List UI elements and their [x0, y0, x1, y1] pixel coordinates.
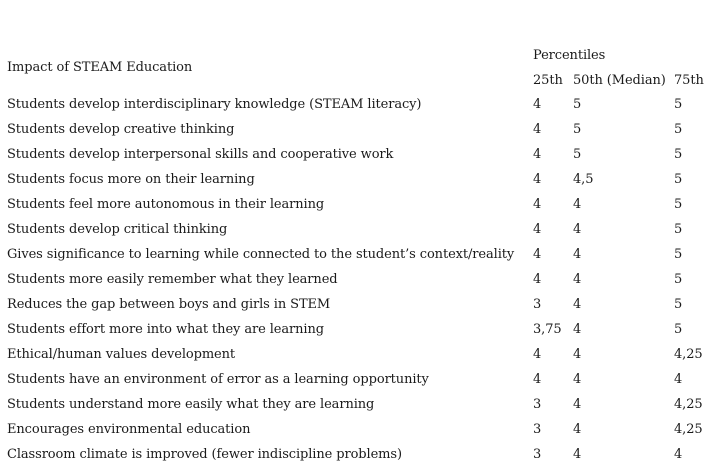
row-label: Students develop interdisciplinary knowledge (STEAM literacy) [7, 97, 422, 112]
cell-50th: 4,5 [573, 172, 594, 187]
cell-50th: 4 [573, 247, 582, 262]
cell-25th: 4 [533, 372, 542, 387]
row-label: Students develop critical thinking [7, 222, 228, 237]
cell-25th: 4 [533, 97, 542, 112]
cell-75th: 4 [674, 447, 683, 462]
row-label: Ethical/human values development [7, 347, 236, 362]
row-label: Students develop interpersonal skills and cooperative work [7, 147, 394, 162]
cell-25th: 4 [533, 347, 542, 362]
percentiles-header: Percentiles [533, 48, 606, 63]
cell-25th: 4 [533, 147, 542, 162]
row-label: Classroom climate is improved (fewer indiscipline problems) [7, 447, 402, 462]
cell-50th: 4 [573, 397, 582, 412]
row-label: Students effort more into what they are learning [7, 322, 324, 337]
cell-50th: 4 [573, 347, 582, 362]
table-row [7, 272, 714, 297]
cell-25th: 4 [533, 122, 542, 137]
table-row [7, 97, 714, 122]
cell-25th: 3,75 [533, 322, 562, 337]
table-body [7, 97, 714, 472]
cell-50th: 4 [573, 322, 582, 337]
cell-75th: 5 [674, 147, 683, 162]
cell-75th: 5 [674, 197, 683, 212]
cell-25th: 3 [533, 447, 542, 462]
column-header-75th: 75th [674, 73, 704, 88]
row-label: Gives significance to learning while connected to the student’s context/reality [7, 247, 515, 262]
cell-75th: 5 [674, 122, 683, 137]
row-label: Students focus more on their learning [7, 172, 255, 187]
cell-25th: 3 [533, 422, 542, 437]
table-row [7, 197, 714, 222]
cell-50th: 4 [573, 372, 582, 387]
cell-75th: 5 [674, 272, 683, 287]
cell-50th: 5 [573, 147, 582, 162]
cell-50th: 4 [573, 222, 582, 237]
cell-75th: 5 [674, 322, 683, 337]
table-row [7, 347, 714, 372]
cell-25th: 4 [533, 272, 542, 287]
cell-75th: 5 [674, 172, 683, 187]
cell-25th: 3 [533, 297, 542, 312]
cell-50th: 4 [573, 422, 582, 437]
column-header-50th: 50th (Median) [573, 73, 666, 88]
cell-50th: 4 [573, 297, 582, 312]
row-label: Students feel more autonomous in their learning [7, 197, 325, 212]
row-label: Students have an environment of error as a learning opportunity [7, 372, 429, 387]
cell-50th: 4 [573, 272, 582, 287]
cell-75th: 5 [674, 247, 683, 262]
row-label: Students understand more easily what they are learning [7, 397, 375, 412]
cell-50th: 5 [573, 97, 582, 112]
table-row [7, 397, 714, 422]
table-row [7, 322, 714, 347]
cell-25th: 4 [533, 172, 542, 187]
cell-25th: 4 [533, 197, 542, 212]
column-header-25th: 25th [533, 73, 563, 88]
table-row [7, 122, 714, 147]
cell-25th: 4 [533, 222, 542, 237]
row-label: Encourages environmental education [7, 422, 251, 437]
table-row [7, 172, 714, 197]
cell-50th: 4 [573, 197, 582, 212]
table-row [7, 147, 714, 172]
table-row [7, 372, 714, 397]
cell-75th: 5 [674, 97, 683, 112]
cell-75th: 4,25 [674, 347, 703, 362]
cell-50th: 5 [573, 122, 582, 137]
cell-75th: 4 [674, 372, 683, 387]
table-row [7, 222, 714, 247]
table-row [7, 422, 714, 447]
cell-75th: 4,25 [674, 422, 703, 437]
cell-75th: 5 [674, 222, 683, 237]
cell-25th: 4 [533, 247, 542, 262]
row-label: Students develop creative thinking [7, 122, 235, 137]
table-row [7, 297, 714, 322]
table-title: Impact of STEAM Education [7, 60, 193, 75]
cell-75th: 4,25 [674, 397, 703, 412]
table-row [7, 447, 714, 472]
row-label: Students more easily remember what they learned [7, 272, 338, 287]
cell-75th: 5 [674, 297, 683, 312]
table-row [7, 247, 714, 272]
row-label: Reduces the gap between boys and girls in STEM [7, 297, 331, 312]
cell-25th: 3 [533, 397, 542, 412]
cell-50th: 4 [573, 447, 582, 462]
